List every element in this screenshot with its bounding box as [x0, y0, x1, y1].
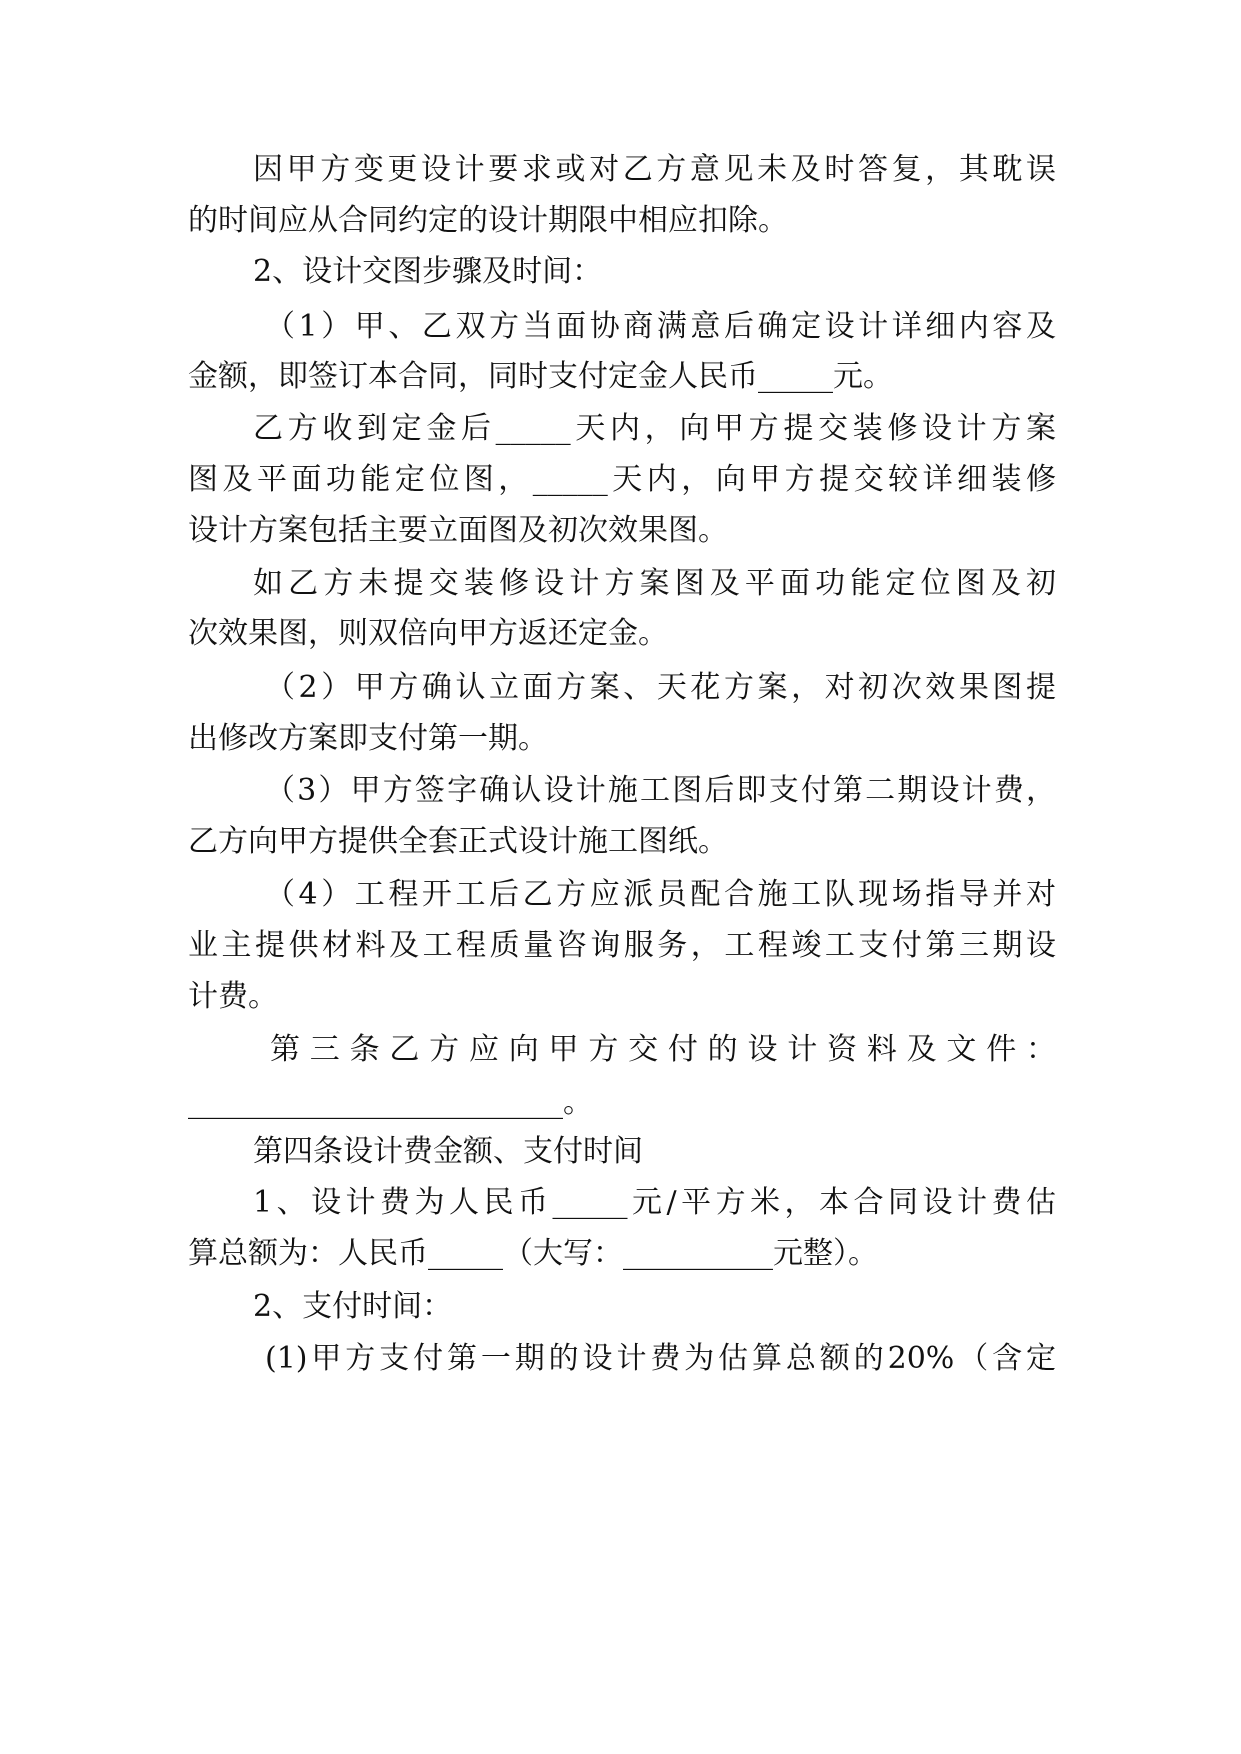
paragraph-line: 业主提供材料及工程质量咨询服务，工程竣工支付第三期设 — [188, 928, 1056, 963]
paragraph-line: （2）甲方确认立面方案、天花方案，对初次效果图提 — [265, 670, 1056, 705]
paragraph-line: 因甲方变更设计要求或对乙方意见未及时答复，其耽误 — [253, 152, 1056, 187]
paragraph-line: 如乙方未提交装修设计方案图及平面功能定位图及初 — [253, 566, 1056, 601]
paragraph-line: （3）甲方签字确认设计施工图后即支付第二期设计费， — [265, 773, 1056, 808]
article-heading: 第四条设计费金额、支付时间 — [253, 1134, 643, 1169]
paragraph-line: 乙方收到定金后_____天内，向甲方提交装修设计方案 — [253, 411, 1056, 446]
paragraph-line: 图及平面功能定位图，_____天内，向甲方提交较详细装修 — [188, 462, 1056, 497]
paragraph-line: 的时间应从合同约定的设计期限中相应扣除。 — [188, 203, 788, 238]
paragraph-line: 金额，即签订本合同，同时支付定金人民币_____元。 — [188, 359, 893, 394]
paragraph-line: 出修改方案即支付第一期。 — [188, 721, 548, 756]
paragraph-line: 乙方向甲方提供全套正式设计施工图纸。 — [188, 824, 728, 859]
paragraph-line: (1)甲方支付第一期的设计费为估算总额的20%（含定 — [265, 1341, 1056, 1376]
paragraph-line: 1、设计费为人民币_____元/平方米，本合同设计费估 — [253, 1185, 1056, 1220]
paragraph-line: 设计方案包括主要立面图及初次效果图。 — [188, 513, 728, 548]
paragraph-line: （4）工程开工后乙方应派员配合施工队现场指导并对 — [265, 877, 1056, 912]
paragraph-line: 2、设计交图步骤及时间： — [253, 254, 603, 289]
paragraph-line: 算总额为：人民币_____（大写：__________元整）。 — [188, 1236, 878, 1271]
paragraph-line: （1）甲、乙双方当面协商满意后确定设计详细内容及 — [265, 309, 1056, 344]
paragraph-line: 计费。 — [188, 979, 278, 1014]
blank-fill-line: _________________________。 — [188, 1085, 593, 1120]
paragraph-line: 次效果图，则双倍向甲方返还定金。 — [188, 616, 668, 651]
paragraph-line: 2、支付时间： — [253, 1289, 453, 1324]
article-heading: 第三条乙方应向甲方交付的设计资料及文件： — [270, 1032, 1056, 1067]
